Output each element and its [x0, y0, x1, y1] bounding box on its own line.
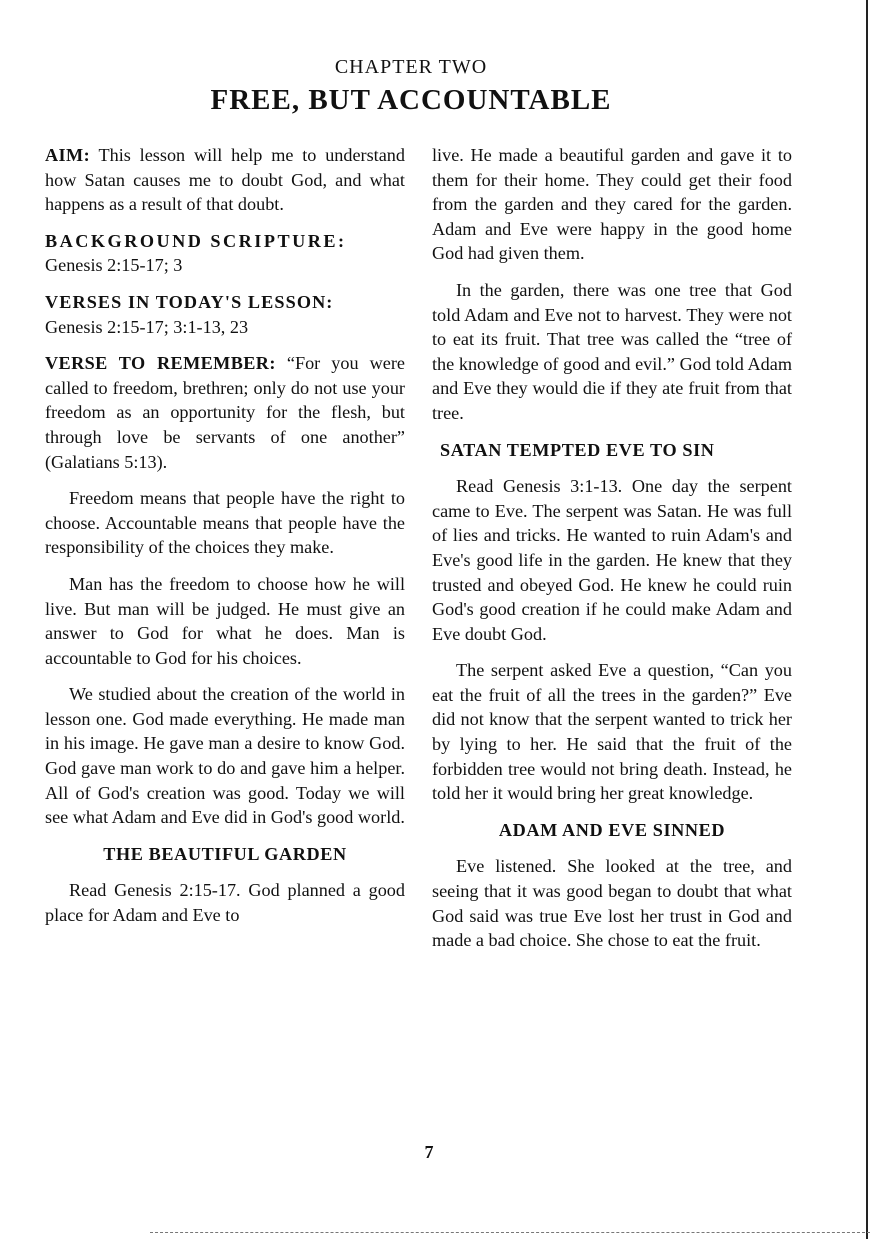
section-heading-satan: SATAN TEMPTED EVE TO SIN — [440, 439, 715, 460]
verse-to-remember — [45, 351, 405, 474]
background-label: BACKGROUND SCRIPTURE: — [45, 230, 347, 251]
remember-label: VERSE TO REMEMBER: — [45, 353, 276, 374]
aim-text: This lesson will help me to understand how Satan causes me to doubt God, and what happens as a result of that doubt. — [45, 145, 405, 215]
verses-text: Genesis 2:15-17; 3:1-13, 23 — [45, 316, 249, 337]
left-column — [45, 143, 405, 940]
remember-text: “For you were called to freedom, brethren; only do not use your freedom as an opportunity for the flesh, but through love be servants of one another” (Galatians 5:13). — [45, 353, 405, 472]
tree-paragraph: In the garden, there was one tree that God told Adam and Eve not to harvest. They were not to eat its fruit. That tree was called the “tree of the knowledge of good and evil.” God told Adam and Eve they would die if they ate fruit from that tree. — [432, 279, 792, 423]
live-paragraph: live. He made a beautiful garden and gave it to them for their home. They could get their food from the garden and they cared for the garden. Adam and Eve were happy in the good home God had given them. — [432, 145, 792, 264]
section-heading-sinned: ADAM AND EVE SINNED — [498, 819, 726, 840]
section-heading-garden: THE BEAUTIFUL GARDEN — [103, 843, 347, 864]
read-garden-paragraph: Read Genesis 2:15-17. God planned a good place for Adam and Eve to — [45, 880, 405, 926]
page-title: FREE, BUT ACCOUNTABLE — [210, 84, 612, 116]
verses-label: VERSES IN TODAY'S LESSON: — [45, 291, 334, 312]
serpent-paragraph: The serpent asked Eve a question, “Can you eat the fruit of all the trees in the garden?” Eve did not know that the serpent wanted to trick her by lying to her. He said that the fruit of the forbidden tree would not bring death. Instead, he told her it would bring her great knowledge. — [432, 660, 792, 804]
background-text: Genesis 2:15-17; 3 — [45, 255, 183, 276]
read-satan-paragraph: Read Genesis 3:1-13. One day the serpent came to Eve. The serpent was Satan. He was full of lies and tricks. He wanted to ruin Adam's and Eve's good life in the garden. He knew that they trusted and obeyed God. He knew he could ruin God's good creation if he could make Adam and Eve doubt God. — [432, 476, 792, 644]
verses-in-lesson — [45, 290, 405, 339]
studied-paragraph: We studied about the creation of the world in lesson one. God made everything. He made man in his image. He gave man a desire to know God. God gave man work to do and gave him a helper. All of God's creation was good. Today we will see what Adam and Eve did in God's good world. — [45, 684, 405, 828]
page-number: 7 — [424, 1142, 434, 1162]
background-scripture — [45, 229, 405, 278]
aim-label: AIM: — [45, 145, 91, 165]
scan-edge-line — [866, 0, 868, 1239]
right-column — [432, 143, 792, 965]
aim-paragraph — [45, 143, 405, 217]
scan-bottom-artifact — [150, 1232, 870, 1234]
freedom-paragraph: Freedom means that people have the right to choose. Accountable means that people have the responsibility of the choices they make. — [45, 488, 405, 558]
eve-paragraph: Eve listened. She looked at the tree, and seeing that it was good began to doubt that what God said was true Eve lost her trust in God and made a bad choice. She chose to eat the fruit. — [432, 856, 792, 951]
chapter-label: CHAPTER TWO — [334, 56, 488, 78]
man-paragraph: Man has the freedom to choose how he will live. But man will be judged. He must give an answer to God for what he does. Man is accountable to God for his choices. — [45, 573, 405, 668]
